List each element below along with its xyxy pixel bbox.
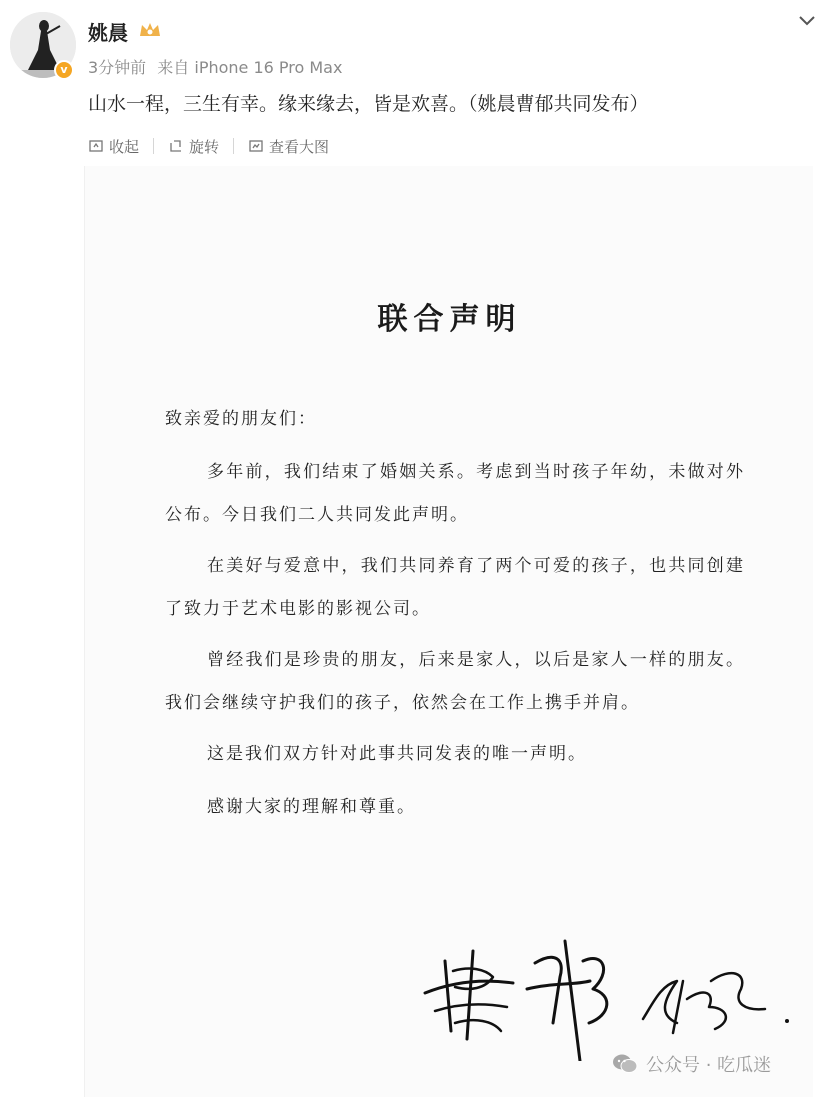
watermark xyxy=(612,1051,771,1077)
wechat-icon xyxy=(612,1053,638,1075)
toolbar-divider xyxy=(233,138,234,154)
letter-paragraph: 曾经我们是珍贵的朋友，后来是家人，以后是家人一样的朋友。我们会继续守护我们的孩子，依然会在工作上携手并肩。 xyxy=(165,650,745,713)
letter-body xyxy=(165,404,745,839)
rotate-label: 旋转 xyxy=(189,137,220,156)
handwritten-signature xyxy=(415,911,795,1061)
letter-paragraph: 在美好与爱意中，我们共同养育了两个可爱的孩子，也共同创建了致力于艺术电影的影视公司。 xyxy=(165,556,745,619)
collapse-button[interactable] xyxy=(88,136,139,157)
rotate-button[interactable] xyxy=(168,136,219,157)
letter-paragraph: 这是我们双方针对此事共同发表的唯一声明。 xyxy=(207,744,587,764)
post-header xyxy=(0,0,829,125)
username[interactable]: 姚晨 xyxy=(88,21,128,45)
watermark-text: 公众号 · 吃瓜迷 xyxy=(646,1055,772,1076)
view-large-icon xyxy=(248,138,264,154)
post-text: 山水一程，三生有幸。缘来缘去，皆是欢喜。（姚晨曹郁共同发布） xyxy=(88,93,649,115)
image-toolbar xyxy=(88,133,329,159)
letter-title: 联合声明 xyxy=(377,302,522,337)
crown-icon xyxy=(138,20,162,40)
chevron-down-icon[interactable] xyxy=(797,14,817,28)
letter-paragraph: 感谢大家的理解和尊重。 xyxy=(207,797,416,817)
view-large-label: 查看大图 xyxy=(269,137,330,156)
letter-paragraph: 多年前，我们结束了婚姻关系。考虑到当时孩子年幼，未做对外公布。今日我们二人共同发此声明。 xyxy=(165,462,745,525)
collapse-icon xyxy=(88,138,104,154)
toolbar-divider xyxy=(153,138,154,154)
collapse-label: 收起 xyxy=(109,137,140,156)
letter-greeting: 致亲爱的朋友们： xyxy=(165,409,317,429)
view-large-button[interactable] xyxy=(248,136,329,157)
verified-badge-icon: v xyxy=(54,60,74,80)
post-time: 3分钟前 xyxy=(88,58,147,77)
statement-image[interactable] xyxy=(84,166,813,1097)
rotate-icon xyxy=(168,138,184,154)
post-meta xyxy=(88,55,348,78)
post-source: 来自 iPhone 16 Pro Max xyxy=(157,58,343,77)
